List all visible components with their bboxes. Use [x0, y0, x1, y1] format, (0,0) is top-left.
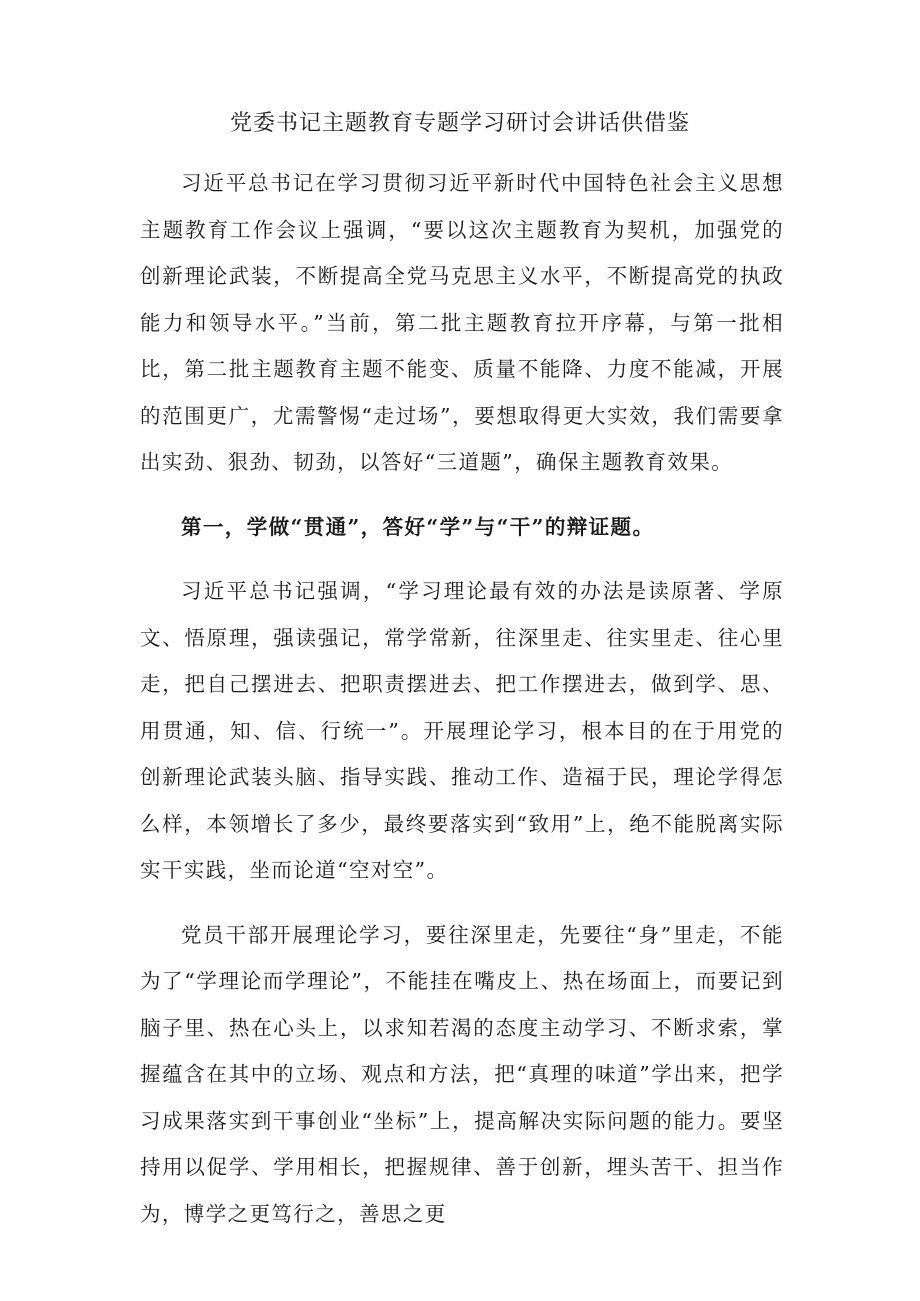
paragraph-intro: 习近平总书记在学习贯彻习近平新时代中国特色社会主义思想主题教育工作会议上强调，“要以这次主题教育为契机，加强党的创新理论武装，不断提高全党马克思主义水平，不断提高党的执政能力和领导水平。”当前，第二批主题教育拉开序幕，与第一批相比，第二批主题教育主题不能变、质量不能降、力度不能减，开展的范围更广，尤需警惕“走过场”，要想取得更大实效，我们需要拿出实劲、狠劲、韧劲，以答好“三道题”，确保主题教育效果。	[140, 171, 784, 474]
paragraph-cadre-study: 党员干部开展理论学习，要往深里走，先要往“身”里走，不能为了“学理论而学理论”，不能挂在嘴皮上、热在场面上，而要记到脑子里、热在心头上，以求知若渴的态度主动学习、不断求索，掌握蕴含在其中的立场、观点和方法，把“真理的味道”学出来，把学习成果落实到干事创业“坐标”上，提高解决实际问题的能力。要坚持用以促学、学用相长，把握规律、善于创新，埋头苦干、担当作为，博学之更笃行之，善思之更	[140, 922, 784, 1226]
document-body	[140, 160, 784, 1255]
section-heading-first: 第一，学做“贯通”，答好“学”与“干”的辩证题。	[181, 514, 655, 539]
document-title: 党委书记主题教育专题学习研讨会讲话供借鉴	[229, 111, 690, 136]
paragraph-quote-study: 习近平总书记强调，“学习理论最有效的办法是读原著、学原文、悟原理，强读强记，常学常新，往深里走、往实里走、往心里走，把自己摆进去、把职责摆进去、把工作摆进去，做到学、思、用贯通，知、信、行统一”。开展理论学习，根本目的在于用党的创新理论武装头脑、指导实践、推动工作、造福于民，理论学得怎么样，本领增长了多少，最终要落实到“致用”上，绝不能脱离实际实干实践，坐而论道“空对空”。	[140, 579, 784, 882]
